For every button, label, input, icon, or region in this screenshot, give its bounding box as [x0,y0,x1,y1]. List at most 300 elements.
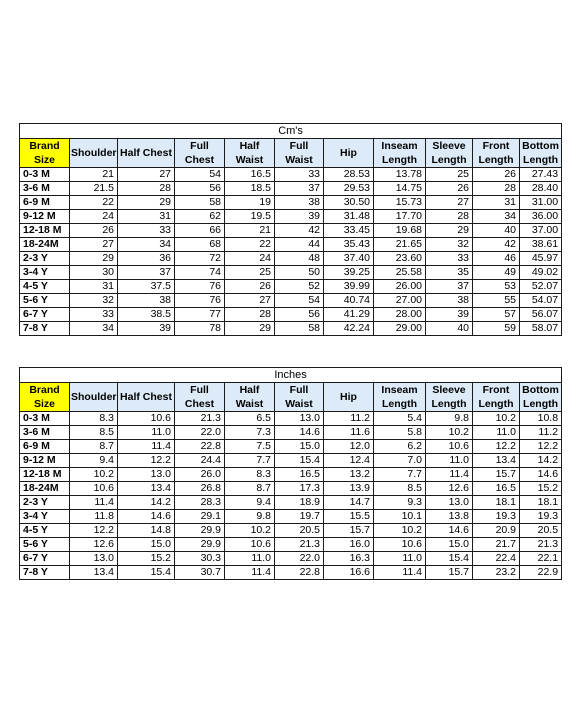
size-chart-cm [19,123,562,336]
size-label: 7-8 Y [20,566,70,580]
measurement-cell: 28.3 [175,496,225,510]
measurement-cell: 72 [175,252,225,266]
measurement-cell: 13.2 [324,468,374,482]
measurement-cell: 59 [473,322,520,336]
measurement-cell: 12.6 [70,538,118,552]
measurement-cell: 56.07 [520,308,562,322]
column-header: Bottom Length [520,139,562,168]
measurement-cell: 34 [70,322,118,336]
size-label: 6-7 Y [20,552,70,566]
measurement-cell: 12.2 [70,524,118,538]
measurement-cell: 31.00 [520,196,562,210]
measurement-cell: 37 [275,182,324,196]
table-row [20,322,562,336]
measurement-cell: 57 [473,308,520,322]
measurement-cell: 44 [275,238,324,252]
size-label: 2-3 Y [20,252,70,266]
measurement-cell: 29.9 [175,538,225,552]
measurement-cell: 15.0 [118,538,175,552]
measurement-cell: 49.02 [520,266,562,280]
size-label: 5-6 Y [20,294,70,308]
measurement-cell: 29 [426,224,473,238]
measurement-cell: 10.2 [426,426,473,440]
measurement-cell: 26 [225,280,275,294]
measurement-cell: 25.58 [374,266,426,280]
measurement-cell: 39.99 [324,280,374,294]
measurement-cell: 30.7 [175,566,225,580]
measurement-cell: 7.0 [374,454,426,468]
measurement-cell: 16.5 [275,468,324,482]
measurement-cell: 9.4 [225,496,275,510]
column-header: Half Chest [118,139,175,168]
measurement-cell: 32 [426,238,473,252]
measurement-cell: 13.4 [70,566,118,580]
table-row [20,210,562,224]
measurement-cell: 55 [473,294,520,308]
table-row [20,524,562,538]
size-label: 0-3 M [20,168,70,182]
measurement-cell: 10.2 [225,524,275,538]
measurement-cell: 14.8 [118,524,175,538]
size-label: 0-3 M [20,412,70,426]
measurement-cell: 13.0 [275,412,324,426]
measurement-cell: 52.07 [520,280,562,294]
measurement-cell: 8.7 [70,440,118,454]
measurement-cell: 24.4 [175,454,225,468]
measurement-cell: 19 [225,196,275,210]
measurement-cell: 19.3 [473,510,520,524]
column-header: Hip [324,139,374,168]
measurement-cell: 11.0 [374,552,426,566]
measurement-cell: 28.53 [324,168,374,182]
measurement-cell: 11.4 [118,440,175,454]
measurement-cell: 58.07 [520,322,562,336]
measurement-cell: 40 [426,322,473,336]
measurement-cell: 31 [118,210,175,224]
measurement-cell: 31 [70,280,118,294]
measurement-cell: 11.4 [426,468,473,482]
measurement-cell: 27.00 [374,294,426,308]
measurement-cell: 37.5 [118,280,175,294]
column-header: Bottom Length [520,383,562,412]
table-row [20,412,562,426]
column-header: Full Chest [175,383,225,412]
measurement-cell: 10.2 [374,524,426,538]
measurement-cell: 28 [118,182,175,196]
table-row [20,510,562,524]
measurement-cell: 27.43 [520,168,562,182]
measurement-cell: 8.7 [225,482,275,496]
measurement-cell: 40 [473,224,520,238]
measurement-cell: 42.24 [324,322,374,336]
measurement-cell: 36 [118,252,175,266]
measurement-cell: 12.4 [324,454,374,468]
size-label: 6-9 M [20,196,70,210]
measurement-cell: 11.6 [324,426,374,440]
measurement-cell: 29 [70,252,118,266]
measurement-cell: 28.00 [374,308,426,322]
measurement-cell: 15.4 [118,566,175,580]
measurement-cell: 28 [225,308,275,322]
measurement-cell: 10.2 [473,412,520,426]
size-label: 6-7 Y [20,308,70,322]
table-row [20,168,562,182]
measurement-cell: 39 [118,322,175,336]
measurement-cell: 29.00 [374,322,426,336]
table-row [20,440,562,454]
measurement-cell: 76 [175,280,225,294]
measurement-cell: 15.2 [118,552,175,566]
measurement-cell: 13.0 [70,552,118,566]
measurement-cell: 7.3 [225,426,275,440]
measurement-cell: 39.25 [324,266,374,280]
measurement-cell: 31.48 [324,210,374,224]
measurement-cell: 13.4 [473,454,520,468]
header-row [20,383,562,412]
measurement-cell: 78 [175,322,225,336]
measurement-cell: 36.00 [520,210,562,224]
measurement-cell: 11.0 [225,552,275,566]
measurement-cell: 54 [175,168,225,182]
measurement-cell: 18.5 [225,182,275,196]
column-header: Brand Size [20,383,70,412]
measurement-cell: 26 [473,168,520,182]
measurement-cell: 19.7 [275,510,324,524]
measurement-cell: 21 [70,168,118,182]
measurement-cell: 8.5 [70,426,118,440]
table-row [20,482,562,496]
measurement-cell: 16.5 [473,482,520,496]
measurement-cell: 10.2 [70,468,118,482]
measurement-cell: 12.2 [118,454,175,468]
measurement-cell: 9.4 [70,454,118,468]
column-header: Shoulder [70,383,118,412]
measurement-cell: 9.8 [426,412,473,426]
measurement-cell: 38 [118,294,175,308]
measurement-cell: 28 [473,182,520,196]
measurement-cell: 11.2 [324,412,374,426]
measurement-cell: 19.68 [374,224,426,238]
measurement-cell: 25 [225,266,275,280]
measurement-cell: 18.1 [520,496,562,510]
measurement-cell: 34 [118,238,175,252]
measurement-cell: 31 [473,196,520,210]
measurement-cell: 27 [225,294,275,308]
measurement-cell: 76 [175,294,225,308]
size-chart-inches [19,367,562,580]
column-header: Inseam Length [374,139,426,168]
measurement-cell: 18.1 [473,496,520,510]
column-header: Brand Size [20,139,70,168]
measurement-cell: 11.0 [426,454,473,468]
measurement-cell: 15.73 [374,196,426,210]
table-row [20,308,562,322]
measurement-cell: 26.8 [175,482,225,496]
measurement-cell: 5.4 [374,412,426,426]
measurement-cell: 42 [275,224,324,238]
measurement-cell: 74 [175,266,225,280]
measurement-cell: 7.7 [374,468,426,482]
column-header: Inseam Length [374,383,426,412]
table-title-row [20,368,562,383]
measurement-cell: 14.7 [324,496,374,510]
measurement-cell: 32 [70,294,118,308]
header-row [20,139,562,168]
measurement-cell: 23.60 [374,252,426,266]
measurement-cell: 8.3 [70,412,118,426]
size-label: 6-9 M [20,440,70,454]
table-row [20,538,562,552]
measurement-cell: 14.6 [520,468,562,482]
measurement-cell: 14.75 [374,182,426,196]
measurement-cell: 20.5 [275,524,324,538]
measurement-cell: 16.3 [324,552,374,566]
measurement-cell: 12.6 [426,482,473,496]
table-row [20,454,562,468]
measurement-cell: 23.2 [473,566,520,580]
measurement-cell: 54 [275,294,324,308]
measurement-cell: 15.0 [426,538,473,552]
measurement-cell: 17.70 [374,210,426,224]
measurement-cell: 30 [70,266,118,280]
size-label: 4-5 Y [20,280,70,294]
size-label: 2-3 Y [20,496,70,510]
table-row [20,468,562,482]
measurement-cell: 7.5 [225,440,275,454]
measurement-cell: 58 [175,196,225,210]
measurement-cell: 42 [473,238,520,252]
measurement-cell: 22 [70,196,118,210]
measurement-cell: 38 [275,196,324,210]
table-row [20,426,562,440]
measurement-cell: 22 [225,238,275,252]
size-label: 9-12 M [20,454,70,468]
measurement-cell: 33 [275,168,324,182]
measurement-cell: 24 [70,210,118,224]
measurement-cell: 20.9 [473,524,520,538]
measurement-cell: 12.2 [473,440,520,454]
measurement-cell: 33.45 [324,224,374,238]
measurement-cell: 50 [275,266,324,280]
measurement-cell: 10.6 [225,538,275,552]
measurement-cell: 11.0 [473,426,520,440]
table-row [20,196,562,210]
column-header: Full Waist [275,383,324,412]
measurement-cell: 16.0 [324,538,374,552]
table-title: Cm's [20,124,562,139]
measurement-cell: 39 [275,210,324,224]
measurement-cell: 21.3 [275,538,324,552]
measurement-cell: 15.2 [520,482,562,496]
measurement-cell: 13.0 [118,468,175,482]
measurement-cell: 13.78 [374,168,426,182]
measurement-cell: 15.5 [324,510,374,524]
measurement-cell: 38.5 [118,308,175,322]
measurement-cell: 21.7 [473,538,520,552]
measurement-cell: 13.8 [426,510,473,524]
size-label: 18-24M [20,482,70,496]
column-header: Half Chest [118,383,175,412]
measurement-cell: 29.9 [175,524,225,538]
measurement-cell: 13.9 [324,482,374,496]
size-label: 4-5 Y [20,524,70,538]
size-label: 5-6 Y [20,538,70,552]
measurement-cell: 77 [175,308,225,322]
column-header: Sleeve Length [426,139,473,168]
column-header: Sleeve Length [426,383,473,412]
column-header: Full Waist [275,139,324,168]
measurement-cell: 11.2 [520,426,562,440]
measurement-cell: 14.2 [520,454,562,468]
measurement-cell: 19.3 [520,510,562,524]
measurement-cell: 5.8 [374,426,426,440]
measurement-cell: 11.4 [225,566,275,580]
measurement-cell: 38 [426,294,473,308]
measurement-cell: 27 [426,196,473,210]
measurement-cell: 16.6 [324,566,374,580]
measurement-cell: 11.0 [118,426,175,440]
measurement-cell: 21 [225,224,275,238]
measurement-cell: 14.6 [118,510,175,524]
table-row [20,238,562,252]
table-row [20,266,562,280]
measurement-cell: 34 [473,210,520,224]
size-label: 3-6 M [20,182,70,196]
measurement-cell: 30.3 [175,552,225,566]
measurement-cell: 21.3 [520,538,562,552]
table-row [20,252,562,266]
measurement-cell: 46 [473,252,520,266]
size-label: 3-6 M [20,426,70,440]
measurement-cell: 10.8 [520,412,562,426]
measurement-cell: 18.9 [275,496,324,510]
measurement-cell: 27 [118,168,175,182]
measurement-cell: 68 [175,238,225,252]
measurement-cell: 8.3 [225,468,275,482]
measurement-cell: 38.61 [520,238,562,252]
table-row [20,280,562,294]
size-label: 12-18 M [20,224,70,238]
measurement-cell: 22.4 [473,552,520,566]
measurement-cell: 37 [118,266,175,280]
measurement-cell: 66 [175,224,225,238]
measurement-cell: 37.00 [520,224,562,238]
measurement-cell: 37.40 [324,252,374,266]
table-row [20,496,562,510]
measurement-cell: 29.1 [175,510,225,524]
measurement-cell: 10.6 [374,538,426,552]
measurement-cell: 41.29 [324,308,374,322]
measurement-cell: 58 [275,322,324,336]
measurement-cell: 15.4 [275,454,324,468]
measurement-cell: 22.8 [175,440,225,454]
measurement-cell: 54.07 [520,294,562,308]
measurement-cell: 13.0 [426,496,473,510]
measurement-cell: 21.65 [374,238,426,252]
measurement-cell: 62 [175,210,225,224]
measurement-cell: 33 [426,252,473,266]
measurement-cell: 13.4 [118,482,175,496]
measurement-cell: 8.5 [374,482,426,496]
measurement-cell: 10.6 [70,482,118,496]
measurement-cell: 14.2 [118,496,175,510]
measurement-cell: 11.4 [70,496,118,510]
measurement-cell: 35 [426,266,473,280]
measurement-cell: 12.2 [520,440,562,454]
measurement-cell: 21.3 [175,412,225,426]
measurement-cell: 29 [225,322,275,336]
measurement-cell: 24 [225,252,275,266]
column-header: Half Waist [225,383,275,412]
measurement-cell: 48 [275,252,324,266]
measurement-cell: 16.5 [225,168,275,182]
measurement-cell: 22.1 [520,552,562,566]
size-label: 3-4 Y [20,266,70,280]
measurement-cell: 33 [118,224,175,238]
column-header: Front Length [473,383,520,412]
measurement-cell: 20.5 [520,524,562,538]
measurement-cell: 9.8 [225,510,275,524]
size-label: 12-18 M [20,468,70,482]
measurement-cell: 10.1 [374,510,426,524]
measurement-cell: 6.5 [225,412,275,426]
measurement-cell: 52 [275,280,324,294]
column-header: Full Chest [175,139,225,168]
table-title: Inches [20,368,562,383]
measurement-cell: 22.0 [175,426,225,440]
measurement-cell: 26.00 [374,280,426,294]
measurement-cell: 30.50 [324,196,374,210]
measurement-cell: 10.6 [118,412,175,426]
measurement-cell: 22.8 [275,566,324,580]
measurement-cell: 45.97 [520,252,562,266]
measurement-cell: 39 [426,308,473,322]
measurement-cell: 22.9 [520,566,562,580]
measurement-cell: 35.43 [324,238,374,252]
measurement-cell: 56 [275,308,324,322]
measurement-cell: 26 [70,224,118,238]
column-header: Front Length [473,139,520,168]
measurement-cell: 21.5 [70,182,118,196]
column-header: Hip [324,383,374,412]
measurement-cell: 14.6 [426,524,473,538]
size-label: 7-8 Y [20,322,70,336]
measurement-cell: 7.7 [225,454,275,468]
table-row [20,566,562,580]
table-title-row [20,124,562,139]
measurement-cell: 26 [426,182,473,196]
measurement-cell: 6.2 [374,440,426,454]
measurement-cell: 17.3 [275,482,324,496]
measurement-cell: 19.5 [225,210,275,224]
measurement-cell: 37 [426,280,473,294]
size-label: 9-12 M [20,210,70,224]
table-row [20,182,562,196]
measurement-cell: 15.0 [275,440,324,454]
measurement-cell: 27 [70,238,118,252]
measurement-cell: 49 [473,266,520,280]
measurement-cell: 11.4 [374,566,426,580]
measurement-cell: 15.7 [426,566,473,580]
measurement-cell: 11.8 [70,510,118,524]
measurement-cell: 9.3 [374,496,426,510]
measurement-cell: 15.7 [324,524,374,538]
table-row [20,224,562,238]
measurement-cell: 29 [118,196,175,210]
size-label: 3-4 Y [20,510,70,524]
measurement-cell: 12.0 [324,440,374,454]
measurement-cell: 33 [70,308,118,322]
